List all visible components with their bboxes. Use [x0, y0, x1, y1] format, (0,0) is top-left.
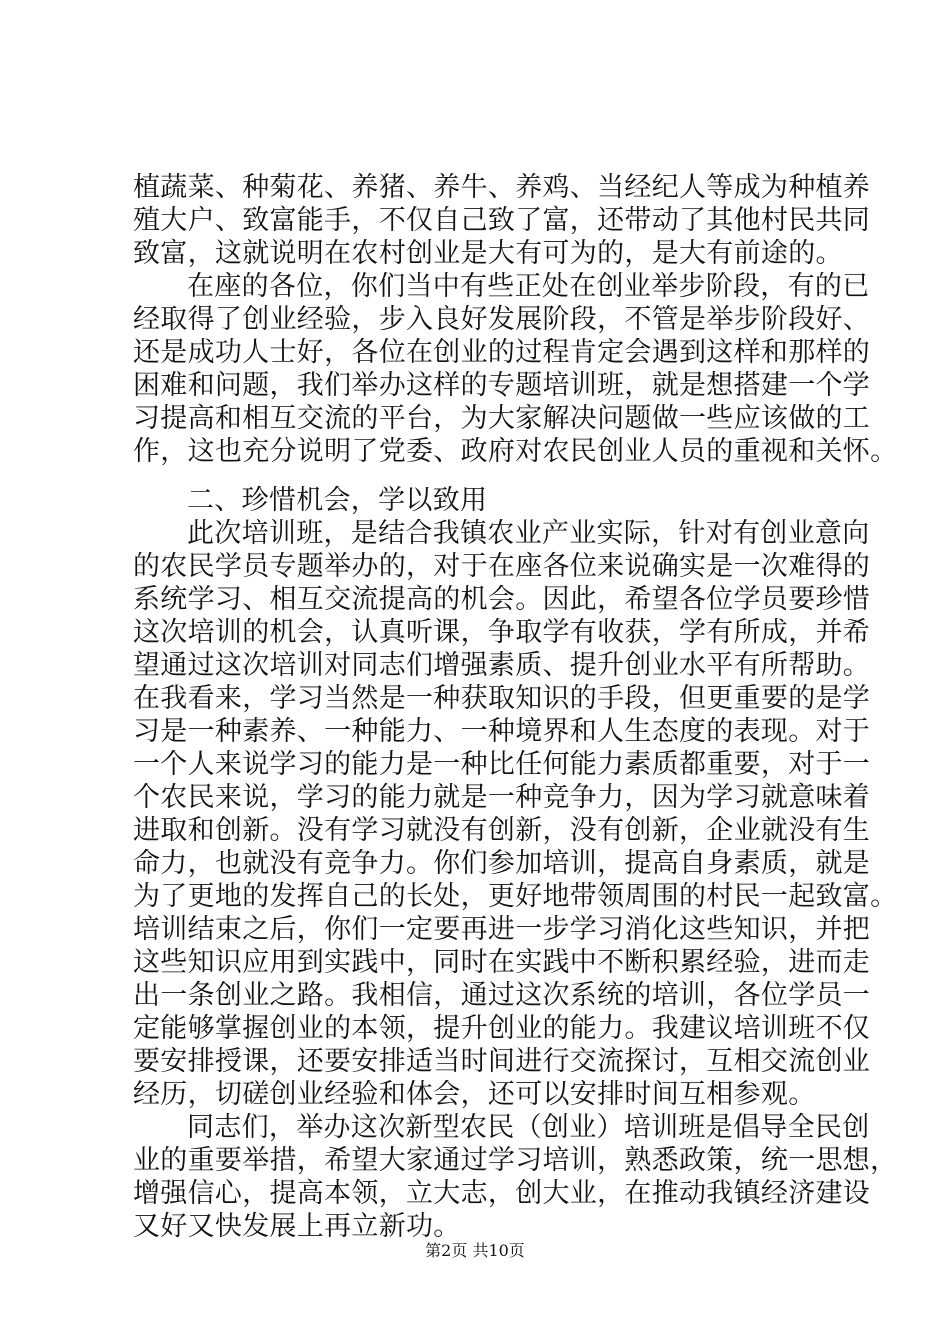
body-text-line: 在我看来，学习当然是一种获取知识的手段，但更重要的是学: [133, 683, 871, 714]
body-text-line: 致富，这就说明在农村创业是大有可为的，是大有前途的。: [133, 238, 843, 269]
paragraph-start-line: 此次培训班，是结合我镇农业产业实际，针对有创业意向: [187, 518, 870, 549]
body-text-line: 经历，切磋创业经验和体会，还可以安排时间互相参观。: [133, 1079, 816, 1110]
body-text-line: 一个人来说学习的能力是一种比任何能力素质都重要，对于一: [133, 749, 871, 780]
body-text-line: 望通过这次培训对同志们增强素质、提升创业水平有所帮助。: [133, 650, 871, 681]
body-text-line: 习提高和相互交流的平台，为大家解决问题做一些应该做的工: [133, 403, 871, 434]
body-text-line: 还是成功人士好，各位在创业的过程肯定会遇到这样和那样的: [133, 337, 871, 368]
body-text-line: 又好又快发展上再立新功。: [133, 1211, 461, 1242]
paragraph-start-line: 在座的各位，你们当中有些正处在创业举步阶段，有的已: [187, 271, 870, 302]
page-number-footer: 第2页 共10页: [425, 1241, 525, 1260]
body-text-line: 培训结束之后，你们一定要再进一步学习消化这些知识，并把: [133, 914, 871, 945]
body-text-line: 的农民学员专题举办的，对于在座各位来说确实是一次难得的: [133, 551, 871, 582]
body-text-line: 植蔬菜、种菊花、养猪、养牛、养鸡、当经纪人等成为种植养: [133, 172, 871, 203]
body-text-line: 命力，也就没有竞争力。你们参加培训，提高自身素质，就是: [133, 848, 871, 879]
body-text-line: 这次培训的机会，认真听课，争取学有收获，学有所成，并希: [133, 617, 871, 648]
body-text-line: 这些知识应用到实践中，同时在实践中不断积累经验，进而走: [133, 947, 871, 978]
section-heading: 二、珍惜机会，学以致用: [187, 485, 488, 516]
body-text-line: 出一条创业之路。我相信，通过这次系统的培训，各位学员一: [133, 980, 871, 1011]
body-text-line: 殖大户、致富能手，不仅自己致了富，还带动了其他村民共同: [133, 205, 871, 236]
body-text-line: 个农民来说，学习的能力就是一种竞争力，因为学习就意味着: [133, 782, 871, 813]
body-text-line: 作，这也充分说明了党委、政府对农民创业人员的重视和关怀。: [133, 436, 898, 467]
body-text-line: 习是一种素养、一种能力、一种境界和人生态度的表现。对于: [133, 716, 871, 747]
body-text-line: 为了更地的发挥自己的长处，更好地带领周围的村民一起致富。: [133, 881, 898, 912]
body-text-line: 进取和创新。没有学习就没有创新，没有创新，企业就没有生: [133, 815, 871, 846]
body-text-line: 定能够掌握创业的本领，提升创业的能力。我建议培训班不仅: [133, 1013, 871, 1044]
body-text-line: 系统学习、相互交流提高的机会。因此，希望各位学员要珍惜: [133, 584, 871, 615]
paragraph-start-line: 同志们，举办这次新型农民（创业）培训班是倡导全民创: [187, 1112, 870, 1143]
body-text-line: 困难和问题，我们举办这样的专题培训班，就是想搭建一个学: [133, 370, 871, 401]
body-text-line: 要安排授课，还要安排适当时间进行交流探讨，互相交流创业: [133, 1046, 871, 1077]
body-text-line: 经取得了创业经验，步入良好发展阶段，不管是举步阶段好、: [133, 304, 871, 335]
body-text-line: 增强信心，提高本领，立大志，创大业，在推动我镇经济建设: [133, 1178, 871, 1209]
body-text-line: 业的重要举措，希望大家通过学习培训，熟悉政策，统一思想，: [133, 1145, 898, 1176]
